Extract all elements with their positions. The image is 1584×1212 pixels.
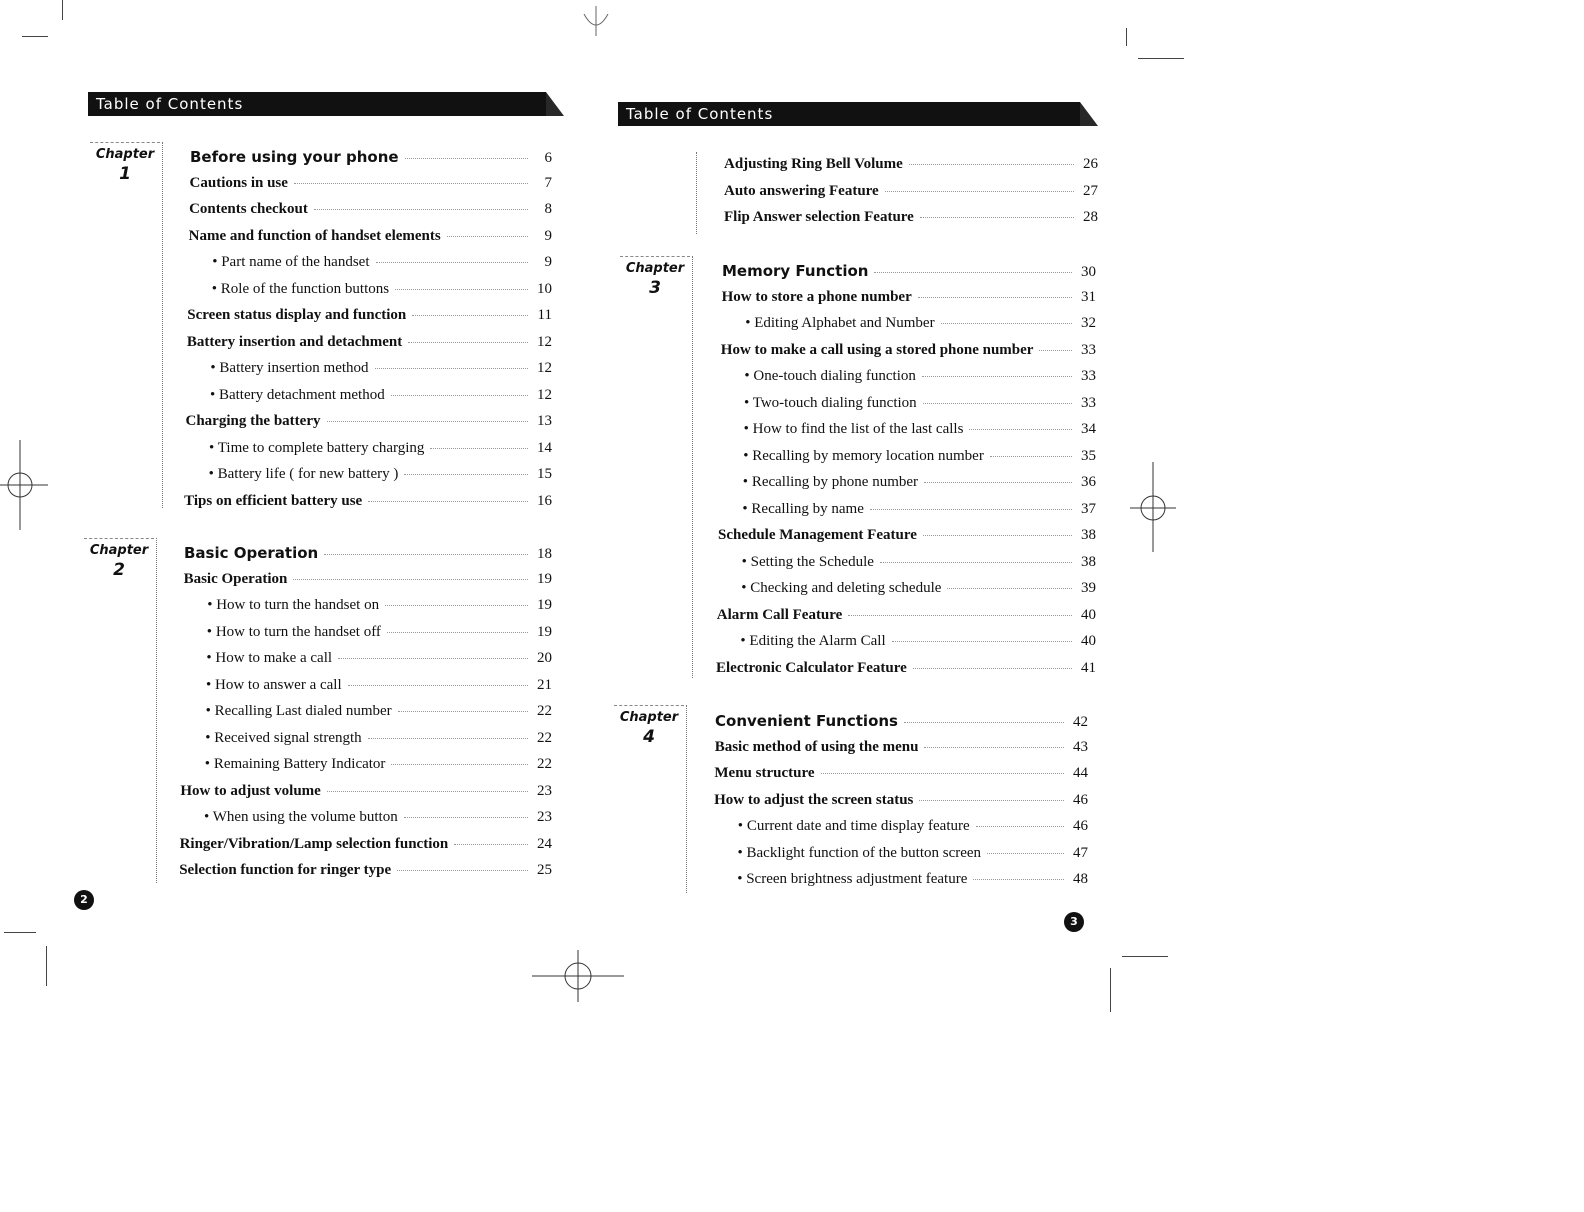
toc-entry-sub [182, 677, 552, 694]
toc-entry-page: 28 [1083, 209, 1098, 225]
left-chapter-1-label [90, 142, 160, 184]
toc-entry-page: 38 [1080, 553, 1096, 570]
toc-entry-page: 33 [1080, 341, 1096, 358]
trim-mark [1126, 28, 1127, 46]
toc-entry-page: 46 [1072, 818, 1088, 834]
right-chapter-4-label [614, 705, 684, 747]
toc-entry-section [190, 175, 552, 192]
toc-entry-page: 42 [1073, 714, 1088, 730]
toc-entry-title: • One-touch dialing function [720, 368, 915, 385]
leader-dots [391, 764, 528, 765]
right-toc-header: Table of Contents [618, 102, 1080, 126]
leader-dots [447, 236, 528, 237]
left-page-number: 2 [74, 890, 94, 910]
toc-entry-sub [719, 474, 1096, 491]
toc-entry-section [721, 342, 1096, 359]
toc-entry-sub [185, 440, 552, 457]
toc-entry-sub [180, 809, 552, 826]
left-chapter-2-rule [156, 538, 157, 883]
leader-dots [923, 403, 1072, 404]
toc-entry-title: • When using the volume button [180, 809, 398, 826]
leader-dots [913, 668, 1072, 669]
toc-entry-section [724, 209, 1098, 226]
toc-entry-section [714, 765, 1088, 782]
leader-dots [387, 632, 528, 633]
toc-entry-sub [183, 624, 552, 641]
toc-entry-page: 30 [1081, 264, 1096, 280]
toc-entry-section [717, 607, 1096, 624]
leader-dots [904, 722, 1064, 723]
leader-dots [987, 853, 1064, 854]
toc-entry-sub [720, 395, 1096, 412]
toc-entry-sub [717, 580, 1096, 597]
toc-entry-page: 6 [544, 150, 552, 166]
toc-entry-section [187, 307, 552, 324]
toc-entry-page: 31 [1080, 288, 1096, 305]
toc-entry-page: 12 [536, 360, 552, 376]
toc-entry-title: How to make a call using a stored phone number [720, 341, 1034, 358]
leader-dots [922, 376, 1072, 377]
chapter-word: Chapter [625, 261, 685, 276]
leader-dots [338, 658, 528, 659]
toc-entry-page: 32 [1080, 315, 1096, 331]
toc-entry-sub [716, 633, 1096, 650]
toc-entry-title: Menu structure [714, 765, 815, 781]
toc-entry-title: Before using your phone [190, 148, 399, 166]
trim-mark [1110, 968, 1111, 1012]
toc-entry-title: • Time to complete battery charging [185, 440, 424, 457]
toc-entry-title: • How to turn the handset on [183, 597, 379, 614]
toc-entry-sub [181, 730, 552, 747]
toc-entry-page: 33 [1080, 368, 1096, 384]
toc-entry-page: 18 [537, 546, 552, 562]
toc-entry-page: 24 [536, 835, 552, 852]
toc-entry-section [718, 527, 1096, 544]
toc-entry-title: • Editing the Alarm Call [716, 633, 885, 650]
toc-entry-sub [181, 756, 552, 773]
leader-dots [874, 272, 1072, 273]
toc-entry-title: Schedule Management Feature [718, 527, 917, 543]
leader-dots [821, 773, 1064, 774]
leader-dots [885, 191, 1074, 192]
toc-entry-page: 13 [537, 413, 552, 429]
toc-entry-title: Basic method of using the menu [714, 738, 919, 755]
toc-entry-page: 25 [536, 862, 552, 878]
toc-entry-page: 19 [536, 597, 552, 613]
toc-entry-title: Alarm Call Feature [716, 606, 843, 623]
leader-dots [404, 474, 528, 475]
toc-entry-section [180, 836, 552, 853]
toc-entry-page: 23 [537, 809, 552, 825]
toc-entry-page: 38 [1081, 527, 1096, 543]
toc-entry-page: 43 [1072, 738, 1088, 755]
toc-entry-title: Screen status display and function [187, 307, 407, 323]
chapter-word: Chapter [89, 543, 149, 558]
toc-entry-title: Basic Operation [184, 544, 319, 562]
toc-entry-sub [186, 387, 552, 404]
toc-entry-sub [718, 501, 1096, 518]
leader-dots [870, 509, 1072, 510]
toc-entry-title: • Received signal strength [181, 730, 361, 747]
toc-entry-title: • How to find the list of the last calls [720, 421, 964, 438]
toc-entry-section [179, 862, 552, 879]
toc-entry-section [715, 739, 1088, 756]
toc-entry-title: How to adjust volume [180, 782, 321, 799]
right-chapter-3-label [620, 256, 690, 298]
toc-entry-page: 34 [1080, 421, 1096, 437]
toc-entry-sub [183, 597, 552, 614]
toc-entry-title: • Recalling by phone number [719, 474, 918, 491]
registration-mark-bottom-icon [532, 950, 624, 1002]
toc-entry-title: Memory Function [722, 262, 869, 280]
toc-entry-title: Cautions in use [189, 174, 288, 191]
toc-entry-title: • How to make a call [182, 650, 332, 667]
right-chapter-3-rule [692, 256, 693, 678]
toc-entry-page: 36 [1080, 474, 1096, 490]
toc-entry-title: • Role of the function buttons [188, 281, 389, 298]
trim-mark [1122, 956, 1168, 957]
toc-entry-page: 27 [1083, 182, 1098, 199]
leader-dots [454, 844, 528, 845]
leader-dots [973, 879, 1064, 880]
toc-entry-sub [185, 466, 552, 483]
leader-dots [920, 217, 1074, 218]
toc-entry-sub [721, 315, 1096, 332]
toc-entry-title: • Two-touch dialing function [720, 395, 917, 412]
toc-entry-section [184, 493, 552, 510]
leader-dots [892, 641, 1072, 642]
leader-dots [397, 870, 528, 871]
chapter-word: Chapter [95, 147, 155, 162]
toc-entry-page: 7 [544, 174, 552, 191]
leader-dots [909, 164, 1074, 165]
toc-entry-chapter [190, 148, 552, 167]
toc-entry-page: 12 [536, 386, 552, 403]
toc-entry-page: 33 [1081, 394, 1096, 411]
leader-dots [368, 738, 528, 739]
toc-entry-title: Convenient Functions [715, 712, 898, 730]
right-chapter-4-rule [686, 705, 687, 893]
trim-mark [1138, 58, 1184, 59]
left-chapter-2-label [84, 538, 154, 580]
leader-dots [947, 588, 1072, 589]
toc-entry-title: • Recalling by name [718, 501, 863, 518]
toc-entry-page: 9 [544, 254, 552, 270]
toc-entry-page: 35 [1080, 447, 1096, 464]
leader-dots [376, 262, 528, 263]
leader-dots [314, 209, 528, 210]
toc-entry-page: 26 [1083, 156, 1098, 172]
registration-mark-left-icon [0, 440, 50, 530]
toc-entry-sub [714, 845, 1089, 862]
toc-entry-page: 41 [1081, 659, 1096, 676]
leader-dots [385, 605, 528, 606]
toc-entry-page: 9 [544, 227, 552, 244]
toc-entry-title: • Current date and time display feature [714, 818, 970, 835]
toc-entry-page: 20 [536, 650, 552, 666]
toc-entry-sub [188, 281, 552, 298]
toc-entry-title: Electronic Calculator Feature [716, 659, 907, 676]
toc-entry-title: • How to turn the handset off [183, 624, 381, 641]
toc-entry-page: 37 [1080, 500, 1096, 517]
leader-dots [924, 747, 1064, 748]
toc-entry-title: Selection function for ringer type [179, 862, 392, 878]
toc-entry-page: 39 [1080, 580, 1096, 596]
toc-entry-title: • Setting the Schedule [718, 554, 874, 571]
toc-entry-page: 48 [1072, 871, 1088, 887]
toc-entry-page: 12 [536, 333, 552, 350]
leader-dots [923, 535, 1072, 536]
chapter-number: 4 [643, 727, 655, 747]
leader-dots [924, 482, 1072, 483]
toc-entry-chapter [184, 544, 552, 563]
toc-entry-page: 46 [1072, 791, 1088, 808]
toc-entry-page: 22 [536, 703, 552, 719]
right-continued-rule [696, 152, 697, 234]
leader-dots [919, 800, 1064, 801]
toc-entry-page: 40 [1080, 633, 1096, 649]
toc-entry-title: Basic Operation [183, 570, 288, 587]
toc-entry-title: • How to answer a call [182, 677, 342, 694]
toc-entry-title: • Checking and deleting schedule [717, 580, 941, 597]
toc-entry-title: Ringer/Vibration/Lamp selection function [179, 835, 449, 852]
toc-entry-section [189, 201, 552, 218]
toc-entry-title: • Battery life ( for new battery ) [185, 466, 399, 483]
toc-entry-page: 19 [536, 623, 552, 640]
toc-entry-page: 40 [1080, 606, 1096, 623]
toc-entry-sub [182, 650, 552, 667]
toc-entry-title: How to adjust the screen status [714, 791, 914, 808]
toc-entry-title: Flip Answer selection Feature [724, 209, 914, 225]
toc-entry-title: Charging the battery [185, 413, 321, 429]
toc-entry-sub [720, 368, 1096, 385]
toc-entry-page: 47 [1073, 844, 1088, 861]
leader-dots [848, 615, 1072, 616]
leader-dots [398, 711, 528, 712]
trim-mark [22, 36, 48, 37]
toc-entry-section [724, 183, 1098, 200]
registration-mark-top-icon [556, 6, 636, 36]
toc-entry-title: • Recalling Last dialed number [182, 703, 392, 720]
toc-entry-sub [719, 448, 1096, 465]
toc-entry-title: • Part name of the handset [188, 254, 369, 271]
toc-entry-sub [186, 360, 552, 377]
toc-entry-section [724, 156, 1098, 173]
toc-entry-page: 23 [536, 782, 552, 799]
toc-entry-page: 19 [536, 570, 552, 587]
toc-entry-title: Name and function of handset elements [188, 227, 441, 244]
toc-entry-section [184, 571, 552, 588]
toc-entry-title: Adjusting Ring Bell Volume [724, 156, 903, 172]
leader-dots [969, 429, 1072, 430]
leader-dots [990, 456, 1072, 457]
trim-mark [62, 0, 63, 20]
toc-entry-page: 8 [544, 201, 552, 217]
toc-entry-page: 21 [537, 676, 552, 693]
toc-entry-title: • Battery detachment method [186, 387, 385, 404]
leader-dots [293, 579, 528, 580]
toc-entry-section [187, 334, 552, 351]
toc-entry-title: • Backlight function of the button screen [714, 845, 982, 862]
chapter-number: 3 [649, 278, 661, 298]
trim-mark [4, 932, 36, 933]
registration-mark-right-icon [1128, 462, 1178, 552]
toc-entry-page: 14 [536, 439, 552, 456]
toc-entry-chapter [715, 712, 1088, 731]
leader-dots [294, 183, 528, 184]
toc-entry-title: • Recalling by memory location number [719, 448, 984, 465]
right-page-number: 3 [1064, 912, 1084, 932]
toc-entry-chapter [722, 262, 1096, 281]
toc-entry-sub [713, 871, 1088, 888]
leader-dots [368, 501, 528, 502]
toc-entry-title: Battery insertion and detachment [186, 333, 403, 350]
chapter-number: 2 [113, 560, 125, 580]
trim-mark [46, 946, 47, 986]
toc-entry-section [716, 660, 1096, 677]
toc-entry-title: How to store a phone number [721, 288, 912, 305]
leader-dots [918, 297, 1072, 298]
toc-entry-sub [720, 421, 1096, 438]
leader-dots [348, 685, 528, 686]
toc-entry-sub [714, 818, 1088, 835]
leader-dots [1039, 350, 1072, 351]
toc-entry-title: • Screen brightness adjustment feature [713, 871, 967, 888]
chapter-word: Chapter [619, 710, 679, 725]
toc-entry-page: 11 [537, 307, 552, 323]
leader-dots [408, 342, 528, 343]
toc-entry-page: 16 [536, 492, 552, 509]
leader-dots [391, 395, 528, 396]
leader-dots [430, 448, 528, 449]
toc-entry-section [186, 413, 553, 430]
leader-dots [405, 158, 528, 159]
toc-entry-section [714, 792, 1088, 809]
leader-dots [327, 421, 529, 422]
toc-entry-title: Auto answering Feature [724, 182, 879, 199]
toc-entry-page: 15 [536, 466, 552, 482]
leader-dots [327, 791, 528, 792]
leader-dots [404, 817, 528, 818]
leader-dots [375, 368, 528, 369]
toc-entry-page: 22 [536, 756, 552, 772]
leader-dots [324, 554, 528, 555]
left-toc-header: Table of Contents [88, 92, 546, 116]
toc-entry-page: 44 [1072, 765, 1088, 781]
toc-entry-title: Contents checkout [189, 201, 308, 217]
left-chapter-1-rule [162, 142, 163, 508]
leader-dots [412, 315, 528, 316]
toc-entry-sub [188, 254, 552, 271]
leader-dots [976, 826, 1064, 827]
toc-entry-section [189, 228, 552, 245]
toc-entry-sub [182, 703, 552, 720]
leader-dots [880, 562, 1072, 563]
toc-entry-section [722, 289, 1096, 306]
toc-entry-page: 10 [537, 280, 552, 297]
chapter-number: 1 [119, 164, 131, 184]
toc-entry-title: • Editing Alphabet and Number [721, 315, 934, 332]
toc-entry-page: 22 [536, 729, 552, 746]
toc-entry-title: • Battery insertion method [186, 360, 368, 377]
toc-entry-sub [718, 554, 1096, 571]
toc-entry-title: • Remaining Battery Indicator [181, 756, 386, 773]
leader-dots [941, 323, 1072, 324]
leader-dots [395, 289, 528, 290]
toc-entry-title: Tips on efficient battery use [184, 492, 363, 509]
toc-entry-section [180, 783, 552, 800]
